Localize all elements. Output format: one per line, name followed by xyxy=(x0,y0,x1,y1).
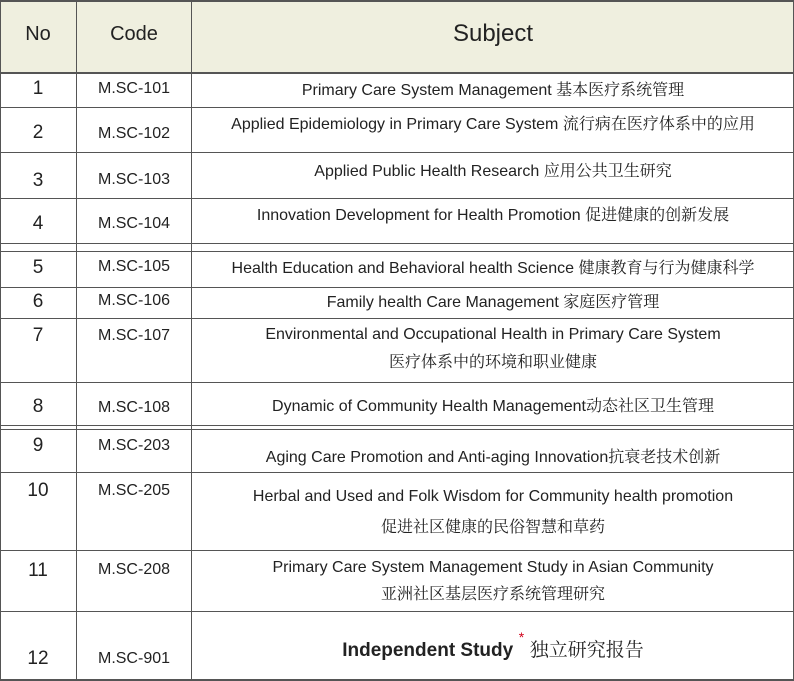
row-no: 6 xyxy=(32,291,44,312)
row-subject: Applied Public Health Research 应用公共卫生研究 xyxy=(314,163,672,180)
divider xyxy=(0,425,794,426)
row-no: 3 xyxy=(32,170,44,191)
row-subject: Applied Epidemiology in Primary Care System 流行病在医疗体系中的应用 xyxy=(231,116,755,133)
row-subject: Innovation Development for Health Promotion 促进健康的创新发展 xyxy=(256,207,730,224)
row-no: 10 xyxy=(27,480,49,501)
row-subject-cn: 亚洲社区基层医疗系统管理研究 xyxy=(380,586,605,603)
row-no: 7 xyxy=(32,325,44,346)
divider xyxy=(0,107,794,108)
divider xyxy=(0,429,794,430)
row-code: M.SC-108 xyxy=(97,399,171,416)
divider xyxy=(0,0,794,2)
row-no: 2 xyxy=(32,122,44,143)
row-no: 11 xyxy=(28,560,48,581)
row-subject: Aging Care Promotion and Anti-aging Innovation抗衰老技术创新 xyxy=(265,449,721,466)
row-no: 4 xyxy=(32,213,44,234)
divider xyxy=(0,472,794,473)
row-subject: Primary Care System Management Study in Asian Community xyxy=(272,559,714,576)
row-subject: Family health Care Management 家庭医疗管理 xyxy=(326,294,660,311)
divider xyxy=(0,611,794,612)
row-no: 12 xyxy=(27,648,49,669)
asterisk-marker: * xyxy=(518,629,525,645)
divider xyxy=(0,251,794,252)
row-no: 9 xyxy=(32,435,44,456)
row-subject-cn: 促进社区健康的民俗智慧和草药 xyxy=(380,519,605,536)
row-code: M.SC-205 xyxy=(97,482,171,499)
row-code: M.SC-106 xyxy=(97,292,171,309)
row-code: M.SC-901 xyxy=(97,650,171,667)
header-code: Code xyxy=(110,23,158,45)
row-subject: Health Education and Behavioral health Science 健康教育与行为健康科学 xyxy=(231,260,755,277)
divider xyxy=(0,318,794,319)
divider xyxy=(0,152,794,153)
row-no: 5 xyxy=(32,257,44,278)
row-code: M.SC-102 xyxy=(97,125,171,142)
row-subject: Herbal and Used and Folk Wisdom for Community health promotion xyxy=(252,488,734,505)
row-code: M.SC-107 xyxy=(97,327,171,344)
row-code: M.SC-208 xyxy=(97,561,171,578)
header-subject: Subject xyxy=(452,20,534,47)
row-no: 1 xyxy=(32,78,44,99)
row-code: M.SC-103 xyxy=(97,171,171,188)
independent-study-cn: 独立研究报告 xyxy=(529,640,644,661)
row-subject: Dynamic of Community Health Management动态社区卫生管理 xyxy=(272,398,714,415)
row-code: M.SC-104 xyxy=(97,215,171,232)
row-code: M.SC-105 xyxy=(97,258,171,275)
row-code: M.SC-101 xyxy=(97,80,171,97)
independent-study-label: Independent Study xyxy=(342,640,514,661)
row-subject: Environmental and Occupational Health in Primary Care System xyxy=(265,326,721,343)
row-code: M.SC-203 xyxy=(97,437,171,454)
row-subject-cn: 医疗体系中的环境和职业健康 xyxy=(388,354,597,371)
divider xyxy=(0,550,794,551)
divider xyxy=(0,243,794,244)
row-no: 8 xyxy=(32,396,44,417)
divider xyxy=(0,72,794,74)
header-no: No xyxy=(25,23,51,45)
row-subject xyxy=(192,629,794,666)
divider xyxy=(0,382,794,383)
row-subject: Primary Care System Management 基本医疗系统管理 xyxy=(301,82,685,99)
divider xyxy=(0,198,794,199)
